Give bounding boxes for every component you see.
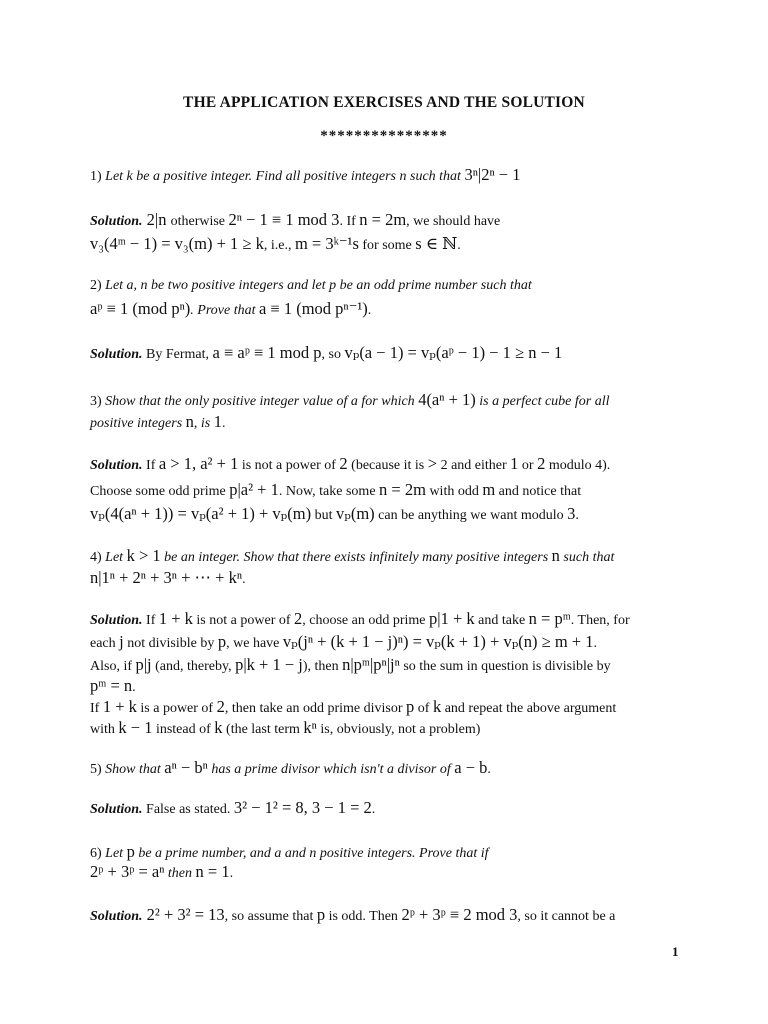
text-segment: with odd — [425, 484, 483, 499]
text-segment: is a power of — [136, 701, 217, 716]
math-expression: 3 — [567, 504, 576, 523]
text-segment: False as stated. — [142, 802, 234, 817]
text-line — [90, 632, 680, 654]
text-line — [90, 299, 680, 321]
text-segment: , so assume that — [224, 909, 317, 924]
text-segment: Also, if — [90, 659, 136, 674]
math-expression: 2ⁿ − 1 ≡ 1 mod 3 — [228, 210, 340, 229]
text-segment: or — [518, 458, 538, 473]
page-number: 1 — [672, 944, 679, 959]
math-expression: 1 — [213, 412, 222, 431]
solution-label: Solution. — [90, 214, 143, 229]
text-segment: . — [242, 572, 246, 587]
document-title: THE APPLICATION EXERCISES AND THE SOLUTION — [183, 94, 585, 111]
text-segment: , i.e., — [263, 238, 295, 253]
math-expression: a > 1, a² + 1 — [158, 454, 239, 473]
math-expression: p — [406, 697, 415, 716]
math-expression: 4(aⁿ + 1) — [418, 390, 476, 409]
text-segment: 1) — [90, 169, 106, 184]
math-expression: 2 — [294, 609, 303, 628]
text-line — [90, 480, 680, 502]
math-expression: m = 3ᵏ⁻¹s — [294, 234, 359, 253]
math-expression: p|k + 1 − j — [235, 655, 303, 674]
math-expression: n — [551, 546, 560, 565]
solution-label: Solution. — [90, 458, 143, 473]
text-line — [90, 276, 680, 296]
math-expression: kⁿ — [303, 718, 317, 737]
text-segment: and notice that — [495, 484, 582, 499]
math-expression: vₚ(4(aⁿ + 1)) = vₚ(a² + 1) + vₚ(m) — [90, 504, 312, 523]
text-segment: , so — [321, 347, 345, 362]
math-expression: n = 2m — [359, 210, 407, 229]
text-line — [90, 165, 680, 187]
separator: *************** — [320, 128, 448, 144]
text-segment: so the sum in question is divisible by — [399, 659, 611, 674]
solution-label: Solution. — [90, 802, 143, 817]
text-line — [90, 758, 680, 780]
math-expression: v₃(4ᵐ − 1) = v₃(m) + 1 ≥ k — [90, 234, 264, 253]
text-segment: but — [311, 508, 336, 523]
text-segment: Let a, n be two positive integers and let p be an odd prime number such that — [105, 278, 532, 293]
text-line — [90, 862, 680, 884]
math-expression: n|pᵐ|pⁿ|jⁿ — [342, 655, 400, 674]
math-expression: > — [427, 454, 438, 473]
text-segment: . Prove that — [190, 303, 259, 318]
math-expression: 2|n — [142, 210, 171, 229]
math-expression: 2 — [537, 454, 546, 473]
math-expression: vₚ(a − 1) = vₚ(aᵖ − 1) − 1 ≥ n − 1 — [344, 343, 563, 362]
math-expression: a ≡ 1 (mod pⁿ⁻¹) — [258, 299, 368, 318]
text-segment: and repeat the above argument — [441, 701, 617, 716]
math-expression: 3ⁿ|2ⁿ − 1 — [464, 165, 521, 184]
text-line — [90, 412, 680, 434]
solution-label: Solution. — [90, 613, 143, 628]
text-segment: Let k be a positive integer. Find all positive integers n such that — [105, 169, 465, 184]
math-expression: m — [482, 480, 496, 499]
text-segment: such that — [559, 550, 615, 565]
text-segment: , choose an odd prime — [302, 613, 430, 628]
text-segment: 6) — [90, 846, 106, 861]
math-expression: 1 + k — [158, 609, 193, 628]
math-expression: 2ᵖ + 3ᵖ ≡ 2 mod 3 — [401, 905, 518, 924]
text-segment: , is — [193, 416, 214, 431]
text-segment: . — [371, 802, 376, 817]
text-line — [90, 546, 680, 568]
text-line — [90, 343, 680, 365]
text-segment: . — [575, 508, 579, 523]
text-segment: for some — [358, 238, 416, 253]
text-line — [90, 609, 680, 631]
math-expression: 2 — [339, 454, 348, 473]
text-line — [90, 655, 680, 677]
text-segment: , then take an odd prime divisor — [224, 701, 407, 716]
math-expression: 2² + 3² = 13 — [142, 905, 225, 924]
text-segment: If — [142, 458, 159, 473]
math-expression: n = 1 — [195, 862, 230, 881]
text-segment: is odd. Then — [325, 909, 402, 924]
text-segment: Show that the only positive integer value of a for which — [105, 394, 419, 409]
text-segment: 2 and either — [437, 458, 511, 473]
text-line — [90, 905, 680, 927]
text-segment: be an integer. Show that there exists infinitely many positive integers — [160, 550, 552, 565]
text-segment: and take — [474, 613, 529, 628]
text-segment: is, obviously, not a problem) — [316, 722, 481, 737]
math-expression: k > 1 — [126, 546, 161, 565]
text-segment: of — [414, 701, 433, 716]
text-line — [90, 234, 680, 256]
text-segment: (and, thereby, — [151, 659, 236, 674]
text-segment: , we should have — [406, 214, 501, 229]
solution-label: Solution. — [90, 347, 143, 362]
text-line — [90, 718, 680, 740]
math-expression: p — [217, 632, 227, 651]
math-expression: n = 2m — [379, 480, 426, 499]
text-segment: (the last term — [222, 722, 304, 737]
math-expression: aⁿ − bⁿ — [164, 758, 208, 777]
text-segment: . Then, for — [570, 613, 630, 628]
text-segment: . Now, take some — [278, 484, 380, 499]
text-segment: . — [229, 866, 234, 881]
solution-label: Solution. — [90, 909, 143, 924]
text-line — [90, 390, 680, 412]
text-segment: instead of — [152, 722, 215, 737]
text-segment: 4) — [90, 550, 106, 565]
text-segment: can be anything we want modulo — [374, 508, 568, 523]
math-expression: k − 1 — [118, 718, 153, 737]
text-line — [90, 676, 680, 698]
text-segment: Choose some odd prime — [90, 484, 230, 499]
text-segment: be a prime number, and a and n positive integers. Prove that if — [134, 846, 489, 861]
text-segment: . — [593, 636, 597, 651]
text-segment: . — [457, 238, 461, 253]
text-segment: 2) — [90, 278, 106, 293]
text-segment: ), then — [302, 659, 343, 674]
math-expression: n = pᵐ — [528, 609, 571, 628]
math-expression: k — [432, 697, 442, 716]
text-segment: Let — [105, 550, 127, 565]
text-segment: with — [90, 722, 119, 737]
text-segment: If — [90, 701, 103, 716]
text-segment: not divisible by — [123, 636, 218, 651]
math-expression: 2 — [216, 697, 225, 716]
text-line — [90, 210, 680, 232]
text-segment: . — [367, 303, 372, 318]
text-segment: By Fermat, — [142, 347, 213, 362]
text-segment: If — [142, 613, 159, 628]
text-segment: 3) — [90, 394, 106, 409]
math-expression: 1 + k — [102, 697, 137, 716]
math-expression: p|j — [135, 655, 152, 674]
math-expression: p|a² + 1 — [229, 480, 279, 499]
text-segment: . If — [339, 214, 360, 229]
text-line — [90, 697, 680, 719]
text-segment: Let — [105, 846, 127, 861]
text-segment: , we have — [226, 636, 283, 651]
math-expression: p — [316, 905, 326, 924]
math-expression: 2ᵖ + 3ᵖ = aⁿ — [90, 862, 165, 881]
math-expression: s ∈ ℕ — [415, 234, 458, 253]
math-expression: aᵖ ≡ 1 (mod pⁿ) — [90, 299, 191, 318]
math-expression: vₚ(jⁿ + (k + 1 − j)ⁿ) = vₚ(k + 1) + vₚ(n) ≥ m + 1 — [282, 632, 594, 651]
text-segment: is not a power of — [192, 613, 295, 628]
math-expression: vₚ(m) — [336, 504, 375, 523]
text-segment: has a prime divisor which isn't a divisor of — [207, 762, 455, 777]
text-segment: modulo 4). — [545, 458, 611, 473]
text-line — [90, 504, 680, 526]
math-expression: n — [185, 412, 194, 431]
text-segment: , so it cannot be a — [517, 909, 616, 924]
math-expression: p|1 + k — [429, 609, 475, 628]
text-segment: is a perfect cube for all — [475, 394, 610, 409]
text-line — [90, 798, 680, 820]
text-segment: otherwise — [170, 214, 229, 229]
text-segment: (because it is — [347, 458, 428, 473]
text-line — [90, 842, 680, 864]
math-expression: n|1ⁿ + 2ⁿ + 3ⁿ + ⋯ + kⁿ — [90, 568, 243, 587]
math-expression: 1 — [510, 454, 519, 473]
text-line — [90, 454, 680, 476]
text-segment: positive integers — [90, 416, 186, 431]
math-expression: j — [119, 632, 124, 651]
text-line — [90, 568, 680, 590]
math-expression: a − b — [454, 758, 488, 777]
text-segment: . — [222, 416, 226, 431]
math-expression: a ≡ aᵖ ≡ 1 mod p — [212, 343, 322, 362]
text-segment: . — [487, 762, 491, 777]
math-expression: pᵐ = n — [90, 676, 133, 695]
text-segment: Show that — [105, 762, 165, 777]
math-expression: k — [214, 718, 223, 737]
text-segment: is not a power of — [238, 458, 340, 473]
text-segment: . — [132, 680, 136, 695]
text-segment: each — [90, 636, 120, 651]
math-expression: 3² − 1² = 8, 3 − 1 = 2 — [233, 798, 372, 817]
text-segment: then — [164, 866, 196, 881]
math-expression: p — [126, 842, 135, 861]
text-segment: 5) — [90, 762, 106, 777]
